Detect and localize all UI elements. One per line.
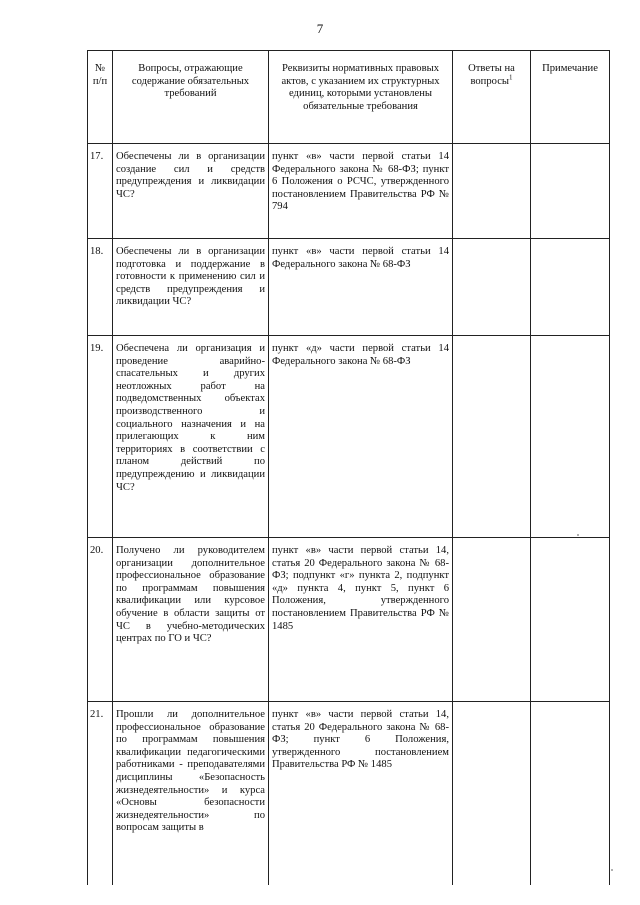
header-questions: Вопросы, отражающие содержание обязательных требований xyxy=(113,51,269,144)
row-reference: пункт «в» части первой статьи 14 Федерального закона № 68-ФЗ xyxy=(269,239,453,336)
row-note xyxy=(531,144,610,239)
row-answer xyxy=(453,144,531,239)
header-answers xyxy=(453,51,531,144)
row-number: 19. xyxy=(88,336,113,538)
row-reference: пункт «в» части первой статьи 14, статья 20 Федерального закона № 68-ФЗ; пункт 6 Положения, утвержденного постановлением Правительства РФ № 1485 xyxy=(269,702,453,886)
row-question: Обеспечена ли организация и проведение аварийно-спасательных и других неотложных работ на подведомственных объектах производственного и социального назначения и на прилегающих к ним территориях в соответствии с планом действий по предупреждению и ликвидации ЧС? xyxy=(113,336,269,538)
requirements-table xyxy=(87,50,610,885)
page-number: 7 xyxy=(316,21,324,36)
row-question: Обеспечены ли в организации создание сил и средств предупреждения и ликвидации ЧС? xyxy=(113,144,269,239)
header-notes: Примечание xyxy=(531,51,610,144)
footnote-marker: 1 xyxy=(509,73,513,82)
row-note xyxy=(531,538,610,702)
row-question: Прошли ли дополнительное профессиональное образование по программам повышения квалификации педагогическими работниками - преподавателями дисциплины «Безопасность жизнедеятельности» и курса «Основы безопасности жизнедеятельности» по вопросам защиты в xyxy=(113,702,269,886)
header-references: Реквизиты нормативных правовых актов, с указанием их структурных единиц, которыми установлены обязательные требования xyxy=(269,51,453,144)
row-question: Обеспечены ли в организации подготовка и поддержание в готовности к применению сил и средств предупреждения и ликвидации ЧС? xyxy=(113,239,269,336)
row-answer xyxy=(453,538,531,702)
row-note xyxy=(531,239,610,336)
table-row xyxy=(88,702,610,886)
table-row xyxy=(88,144,610,239)
row-reference: пункт «в» части первой статьи 14 Федерального закона № 68-ФЗ; пункт 6 Положения о РСЧС, утвержденного постановлением Правительства РФ № 794 xyxy=(269,144,453,239)
row-answer xyxy=(453,336,531,538)
row-number: 18. xyxy=(88,239,113,336)
table-row xyxy=(88,336,610,538)
row-note xyxy=(531,336,610,538)
header-num: № п/п xyxy=(88,51,113,144)
scan-speck xyxy=(577,534,579,536)
row-reference: пункт «в» части первой статьи 14, статья 20 Федерального закона № 68-ФЗ; подпункт «г» пункта 2, подпункт «д» пункта 4, пункт 5, пункт 6 Положения, утвержденного постановлением Правительства РФ № 1485 xyxy=(269,538,453,702)
row-question: Получено ли руководителем организации дополнительное профессиональное образование по программам повышения квалификации или курсовое обучение в области защиты от ЧС в учебно-методических центрах по ГО и ЧС? xyxy=(113,538,269,702)
table-row xyxy=(88,239,610,336)
row-number: 17. xyxy=(88,144,113,239)
row-number: 20. xyxy=(88,538,113,702)
scan-speck xyxy=(611,869,613,871)
row-reference: пункт «д» части первой статьи 14 Федерального закона № 68-ФЗ xyxy=(269,336,453,538)
row-answer xyxy=(453,702,531,886)
table-header-row xyxy=(88,51,610,144)
row-note xyxy=(531,702,610,886)
table-row xyxy=(88,538,610,702)
row-answer xyxy=(453,239,531,336)
row-number: 21. xyxy=(88,702,113,886)
header-answers-label: Ответы на вопросы xyxy=(468,63,515,87)
